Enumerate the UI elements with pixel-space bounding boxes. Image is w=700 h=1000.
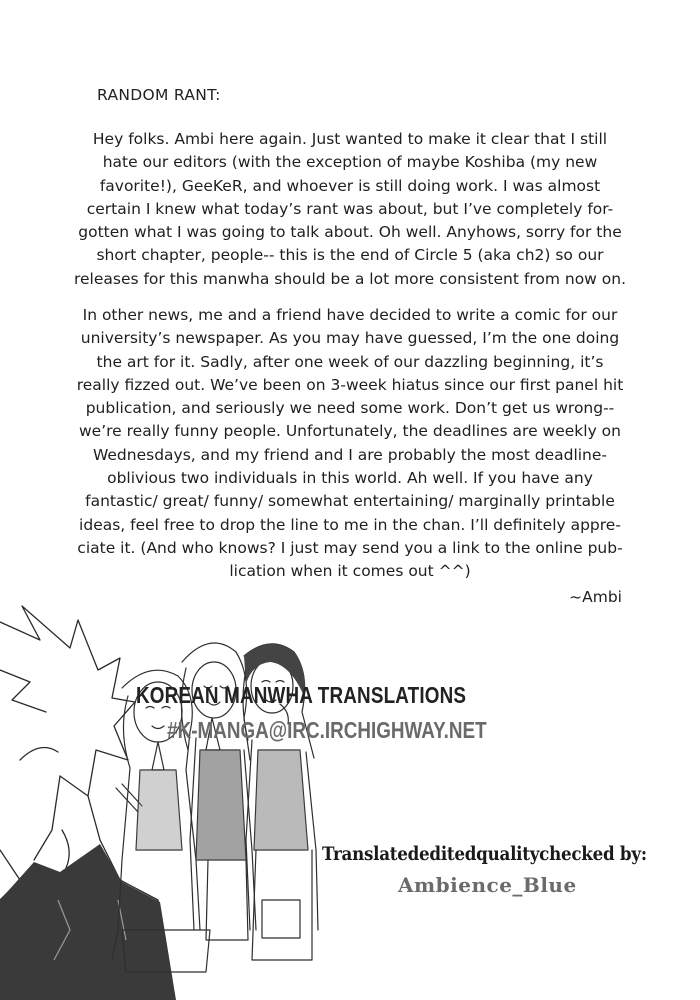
uniform-shade: [254, 750, 308, 850]
signature: ~Ambi: [569, 588, 622, 606]
rant-paragraph-2: [58, 304, 642, 584]
paragraph-line: the art for it. Sadly, after one week of our dazzling beginning, it’s: [96, 352, 604, 371]
paragraph-line: certain I knew what today’s rant was about, but I’ve completely for-: [86, 199, 614, 218]
irc-channel: #K-MANGA@IRC.IRCHIGHWAY.NET: [167, 717, 487, 743]
character-illustration: [0, 600, 700, 1000]
paragraph-line: lication when it comes out ^^): [229, 562, 471, 581]
paragraph-line: In other news, me and a friend have decided to write a comic for our: [82, 306, 618, 324]
paragraph-line: hate our editors (with the exception of maybe Koshiba (my new: [102, 153, 598, 172]
dark-coat-shape: [0, 844, 176, 1000]
paragraph-line: short chapter, people-- this is the end of Circle 5 (aka ch2) so our: [96, 246, 604, 265]
rant-paragraph-1: [58, 128, 642, 291]
paragraph-line: oblivious two individuals in this world. Ah well. If you have any: [107, 469, 593, 488]
paragraph-line: Wednesdays, and my friend and I are probably the most deadline-: [92, 445, 608, 464]
rant-heading: RANDOM RANT:: [97, 86, 221, 104]
paragraph-line: gotten what I was going to talk about. Oh well. Anyhows, sorry for the: [78, 223, 622, 242]
paragraph-line: releases for this manwha should be a lot more consistent from now on.: [73, 269, 627, 288]
scanlation-credits: [136, 682, 487, 744]
paragraph-line: ideas, feel free to drop the line to me in the chan. I’ll definitely appre-: [79, 515, 621, 534]
paragraph-line: we’re really funny people. Unfortunately, the deadlines are weekly on: [79, 422, 621, 441]
uniform-shade: [196, 750, 246, 860]
paragraph-line: publication, and seriously we need some work. Don’t get us wrong--: [85, 399, 615, 418]
paragraph-line: favorite!), GeeKeR, and whoever is still doing work. I was almost: [99, 176, 601, 195]
paragraph-line: really fizzed out. We’ve been on 3-week hiatus since our first panel hit: [76, 375, 624, 394]
tq-name: Ambience_Blue: [398, 873, 577, 897]
paragraph-line: fantastic/ great/ funny/ somewhat entertaining/ marginally printable: [85, 492, 615, 511]
uniform-shade: [136, 770, 182, 850]
tq-label: Translatededitedqualitychecked by:: [322, 843, 647, 865]
paragraph-line: ciate it. (And who knows? I just may send you a link to the online pub-: [77, 538, 623, 557]
paragraph-line: university’s newspaper. As you may have guessed, I’m the one doing: [80, 329, 620, 348]
credits-title: KOREAN MANWHA TRANSLATIONS: [136, 682, 467, 708]
paragraph-line: Hey folks. Ambi here again. Just wanted to make it clear that I still: [92, 130, 608, 148]
